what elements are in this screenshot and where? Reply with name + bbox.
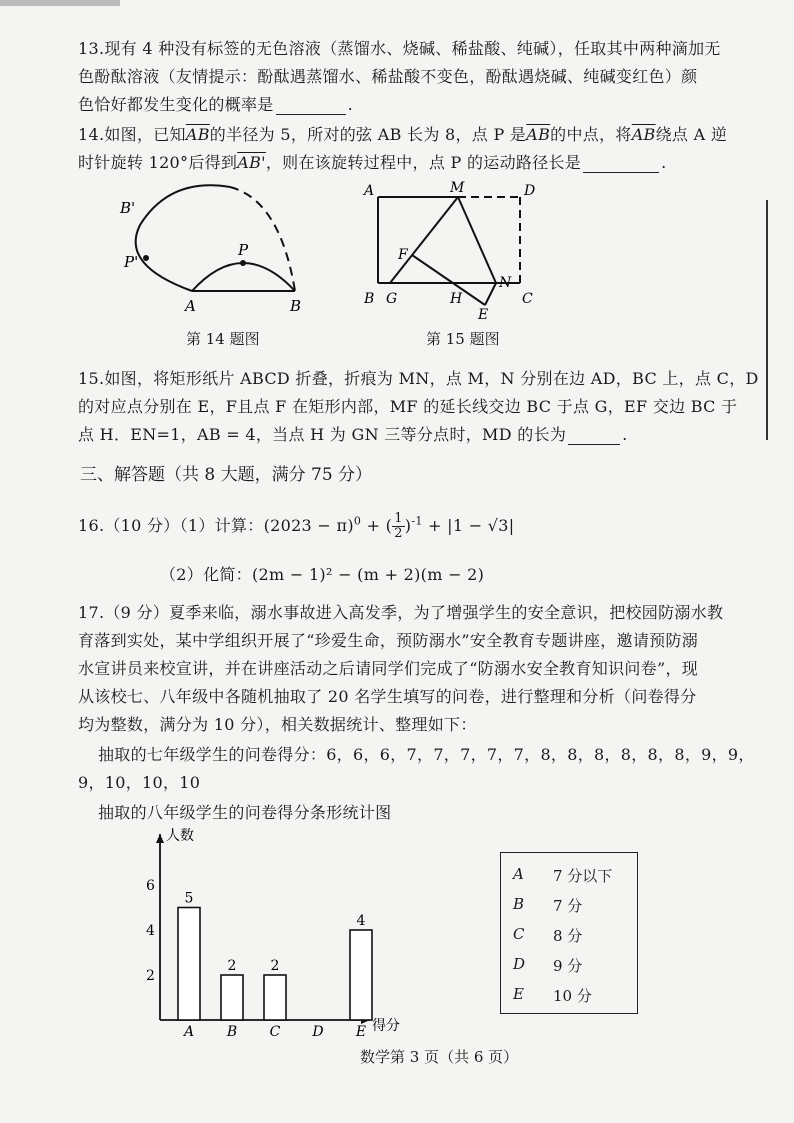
label-a: A xyxy=(364,183,375,199)
segment-ne xyxy=(485,283,496,305)
arc-ab xyxy=(192,263,295,291)
x-tick-label-a: A xyxy=(183,1024,195,1037)
q14-text-b: 的半径为 5，所对的弦 AB 长为 8，点 P 是 xyxy=(209,125,527,144)
q16-close: ) xyxy=(404,516,412,535)
label-p: P xyxy=(238,241,249,259)
q15-line3 xyxy=(78,422,628,445)
q14-text-d: 绕点 A 逆 xyxy=(655,125,728,144)
figure-15-caption: 第 15 题图 xyxy=(426,330,500,348)
legend-value: 7 分 xyxy=(553,897,583,915)
q17-line2: 育落到实处，某中学组织开展了“珍爱生命，预防溺水”安全教育专题讲座，邀请预防溺 xyxy=(78,631,699,650)
label-f: F xyxy=(398,247,408,263)
point-p-prime xyxy=(143,255,149,261)
bar-e xyxy=(350,930,372,1020)
q16-abs: + |1 − √3| xyxy=(422,516,515,535)
q16-part1 xyxy=(78,512,514,541)
q15-line3-text: 点 H．EN=1，AB = 4，当点 H 为 GN 三等分点时，MD 的长为 xyxy=(78,425,567,444)
q14-arc-label: $\overline{AB}$ xyxy=(185,125,210,144)
q17-line7: 9，10，10，10 xyxy=(78,773,201,792)
q16-fraction xyxy=(392,512,405,541)
q17-line8: 抽取的八年级学生的问卷得分条形统计图 xyxy=(98,803,392,822)
q16-part2 xyxy=(160,562,484,585)
label-b: B xyxy=(290,297,302,315)
label-h: H xyxy=(450,291,463,307)
label-d: D xyxy=(524,183,536,199)
y-axis-arrow xyxy=(156,834,164,843)
data-label-b: 2 xyxy=(227,958,237,974)
q16-frac-den: 2 xyxy=(394,526,403,541)
x-tick-label-e: E xyxy=(355,1024,367,1037)
q14-text-e: 时针旋转 120°后得到 xyxy=(78,153,238,172)
segment-fe xyxy=(412,255,485,305)
bar-c xyxy=(264,975,286,1020)
label-b-prime: B' xyxy=(120,199,136,217)
q13-line2: 色酚酞溶液（友情提示：酚酞遇蒸馏水、稀盐酸不变色，酚酞遇烧碱、纯碱变红色）颜 xyxy=(78,67,698,86)
q13-line3-end: . xyxy=(347,95,353,114)
crease-mn xyxy=(458,197,496,283)
x-tick-label-c: C xyxy=(269,1024,281,1037)
label-a: A xyxy=(185,297,196,315)
x-tick-label-b: B xyxy=(226,1024,238,1037)
x-axis-label: 得分 xyxy=(372,1018,400,1034)
y-tick-label: 2 xyxy=(146,968,155,984)
figure-14-caption: 第 14 题图 xyxy=(186,330,260,348)
margin-rule xyxy=(766,200,768,440)
label-e: E xyxy=(478,307,489,320)
q14-line1 xyxy=(78,122,727,145)
q14-arc-label: AB' xyxy=(237,153,266,172)
data-label-e: 4 xyxy=(356,913,366,929)
y-axis-label: 人数 xyxy=(166,828,194,844)
q17-line5: 均为整数，满分为 10 分），相关数据统计、整理如下： xyxy=(78,715,477,734)
answer-blank-15 xyxy=(568,443,620,445)
q16-frac-num: 1 xyxy=(394,511,403,526)
q16-plus: + ( xyxy=(361,516,393,535)
y-tick-label: 6 xyxy=(146,878,155,894)
answer-blank-14 xyxy=(583,171,659,173)
data-label-c: 2 xyxy=(270,958,280,974)
chart-legend xyxy=(500,852,638,1014)
q17-line1: 17.（9 分）夏季来临，溺水事故进入高发季，为了增强学生的安全意识，把校园防溺水教 xyxy=(78,603,724,622)
q14-text-c: 的中点，将 xyxy=(550,125,632,144)
q14-text-a: 14.如图，已知 xyxy=(78,125,186,144)
page-footer: 数学第 3 页（共 6 页） xyxy=(360,1048,519,1066)
q16-expr-a: (2023 − π) xyxy=(263,516,354,535)
answer-blank-13 xyxy=(276,113,346,115)
q16-part2-label: （2）化简： xyxy=(160,565,252,584)
legend-key: B xyxy=(513,895,525,913)
figure-14 xyxy=(110,175,330,320)
q14-line2 xyxy=(78,150,667,173)
legend-value: 10 分 xyxy=(553,987,592,1005)
q17-line6: 抽取的七年级学生的问卷得分：6，6，6，7，7，7，7，7，8，8，8，8，8，8，9，9， xyxy=(98,745,755,764)
bar-a xyxy=(178,908,200,1021)
q16-part2-expr: (2m − 1)² − (m + 2)(m − 2) xyxy=(251,565,485,584)
q13-line3-text: 色恰好都发生变化的概率是 xyxy=(78,95,274,114)
label-m: M xyxy=(450,180,465,196)
label-g: G xyxy=(386,291,398,307)
legend-value: 8 分 xyxy=(553,927,583,945)
q15-line1: 15.如图，将矩形纸片 ABCD 折叠，折痕为 MN，点 M，N 分别在边 AD，BC 上，点 C，D xyxy=(78,369,759,388)
legend-key: C xyxy=(513,925,525,943)
legend-key: E xyxy=(513,985,524,1003)
label-b: B xyxy=(364,291,375,307)
legend-value: 7 分以下 xyxy=(553,867,613,885)
y-tick-label: 4 xyxy=(146,923,155,939)
q17-line4: 从该校七、八年级中各随机抽取了 20 名学生填写的问卷，进行整理和分析（问卷得分 xyxy=(78,687,697,706)
q16-part1-label: 16.（10 分）（1）计算： xyxy=(78,516,264,535)
legend-key: D xyxy=(513,955,526,973)
bar-b xyxy=(221,975,243,1020)
q15-line3-end: . xyxy=(622,425,628,444)
legend-key: A xyxy=(513,865,524,883)
q13-line3 xyxy=(78,92,353,115)
label-p-prime: P' xyxy=(124,253,139,271)
rotated-arc xyxy=(136,185,230,291)
x-tick-label-d: D xyxy=(312,1024,324,1037)
data-label-a: 5 xyxy=(184,890,194,907)
q16-exp1: -1 xyxy=(411,514,423,528)
label-n: N xyxy=(499,275,512,291)
label-c: C xyxy=(522,291,533,307)
q16-exp0: 0 xyxy=(353,514,362,528)
legend-value: 9 分 xyxy=(553,957,583,975)
q17-line3: 水宣讲员来校宣讲，并在讲座活动之后请同学们完成了“防溺水安全教育知识问卷”，现 xyxy=(78,659,699,678)
segment-mg xyxy=(390,197,458,283)
q13-line1: 13.现有 4 种没有标签的无色溶液（蒸馏水、烧碱、稀盐酸、纯碱），任取其中两种滴加无 xyxy=(78,39,721,58)
figure-15 xyxy=(360,175,550,320)
rotation-path xyxy=(230,187,295,291)
point-p xyxy=(240,260,246,266)
q14-line2-end: . xyxy=(661,153,667,172)
q14-arc-label: $\overline{AB}$ xyxy=(631,125,656,144)
scan-edge xyxy=(0,0,120,6)
q14-arc-label: $\overline{AB}$ xyxy=(526,125,551,144)
q14-text-f: ，则在该旋转过程中，点 P 的运动路径长是 xyxy=(265,153,582,172)
section-title: 三、解答题（共 8 大题，满分 75 分） xyxy=(80,465,373,485)
q15-line2: 的对应点分别在 E，F且点 F 在矩形内部，MF 的延长线交边 BC 于点 G，EF 交边 BC 于 xyxy=(78,397,738,416)
bar-chart xyxy=(130,822,420,1037)
